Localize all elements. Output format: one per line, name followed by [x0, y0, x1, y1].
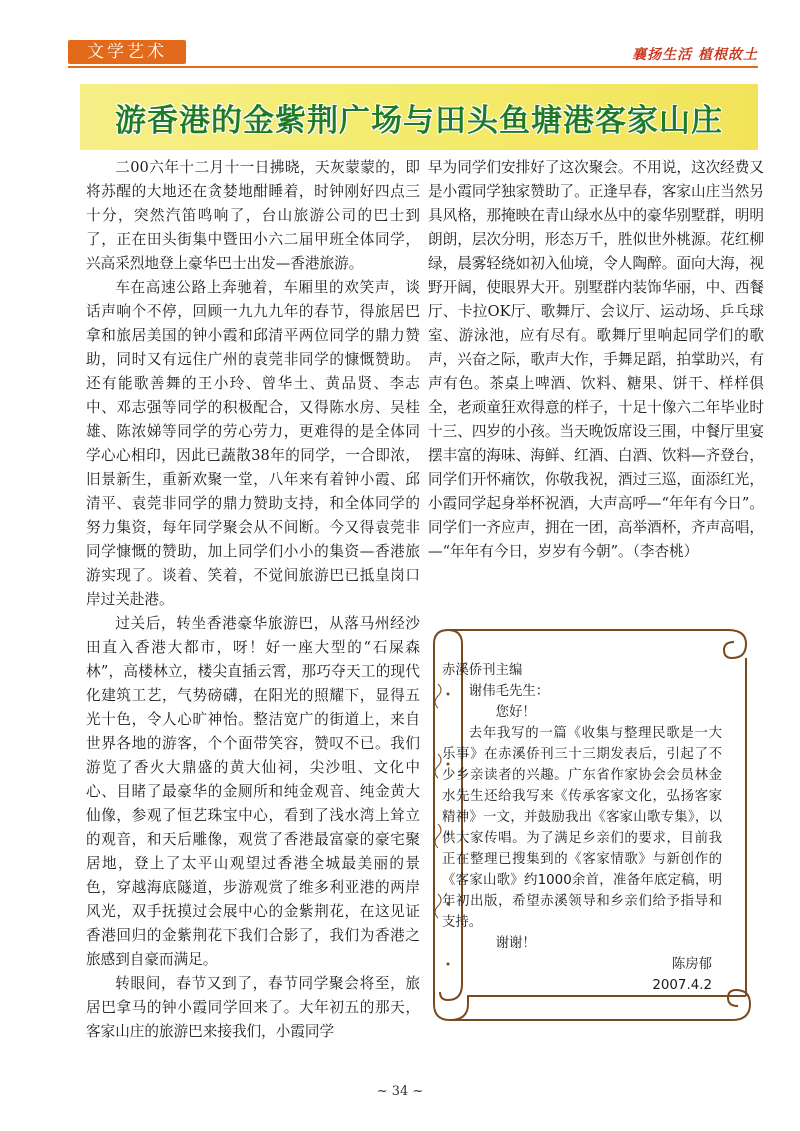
article-column-left — [86, 156, 420, 1044]
letter-greeting: 您好！ — [495, 705, 536, 720]
letter-date: 2007.4.2 — [652, 978, 712, 993]
article-title: 游香港的金紫荆广场与田头鱼塘港客家山庄 — [115, 102, 723, 139]
letter-thanks: 谢谢！ — [495, 936, 536, 951]
section-tag: 文学艺术 — [68, 40, 186, 64]
article-paragraph: 早为同学们安排好了这次聚会。不用说，这次经费又是小霞同学独家赞助了。正逢早春，客家山庄当然另具风格，那掩映在青山绿水丛中的豪华别墅群，明明朗朗，层次分明，形态万千，胜似世外桃源。花红柳绿，晨雾轻绕如初入仙境，令人陶醉。面向大海，视野开阔，使眼界大开。别墅群内装饰华丽，中、西餐厅、卡拉OK厅、歌舞厅、会议厅、运动场、乒乓球室、游泳池，应有尽有。歌舞厅里响起同学们的歌声，兴奋之际，歌声大作，手舞足蹈，拍掌助兴，有声有色。茶桌上啤酒、饮料、糖果、饼干、样样俱全，老顽童狂欢得意的样子，十足十像六二年毕业时十三、四岁的小孩。当天晚饭席设三围，中餐厅里宴摆丰富的海味、海鲜、红酒、白酒、饮料—齐登台，同学们开怀痛饮，你敬我祝，酒过三巡，面添红光，小霞同学起身举杯祝酒，大声高呼—“年年有今日”。同学们一齐应声，拥在一团，高举酒杯，齐声高唱，—“年年有今日，岁岁有今朝”。（李杏桃） — [428, 159, 764, 560]
article-paragraph: 车在高速公路上奔驰着，车厢里的欢笑声，谈话声响个不停，回顾一九九九年的春节，得旅居巴拿和旅居美国的钟小霞和邱清平两位同学的鼎力赞助，同时又有远住广州的袁莞非同学的慷慨赞助。还有能歌善舞的王小玲、曾华土、黄品贤、李志中、邓志强等同学的积极配合，又得陈水房、吴桂雄、陈浓娣等同学的劳心劳力，更难得的是全体同学心心相印，因此已蔬散38年的同学，一合即浓，旧景新生，重新欢聚一堂，八年来有着钟小霞、邱清平、袁莞非同学的鼎力赞助支持，和全体同学的努力集资，每年同学聚会从不间断。今又得袁莞非同学慷慨的赞助，加上同学们小小的集资—香港旅游实现了。谈着、笑着，不觉间旅游巴已抵皇岗口岸过关赴港。 — [86, 279, 420, 608]
letter-addressee-org: 赤溪侨刊主编 — [442, 663, 523, 678]
letter-addressee-name: 谢伟毛先生： — [468, 684, 550, 699]
letter-text — [442, 660, 722, 996]
page-number: ~ 34 ~ — [376, 1084, 424, 1099]
article-column-right — [428, 156, 764, 564]
article-paragraph: 二00六年十二月十一日拂晓，天灰蒙蒙的，即将苏醒的大地还在贪婪地酣睡着，时钟刚好四点三十分，突然汽笛鸣响了，台山旅游公司的巴士到了，正在田头街集中暨田小六二届甲班全体同学，兴高采烈地登上豪华巴士出发—香港旅游。 — [86, 159, 420, 272]
title-banner — [80, 84, 758, 150]
letter-signature: 陈房郁 — [671, 957, 712, 972]
letter-body: 去年我写的一篇《收集与整理民歌是一大乐事》在赤溪侨刊三十三期发表后，引起了不少乡亲读者的兴趣。广东省作家协会会员林金水先生还给我写来《传承客家文化，弘扬客家精神》一文，并鼓励我出《客家山歌专集》，以供大家传唱。为了满足乡亲们的要求，目前我正在整理已搜集到的《客家情歌》与新创作的《客家山歌》约1000余首，准备年底定稿，明年初出版，希望赤溪领导和乡亲们给予指导和支持。 — [442, 726, 722, 930]
header-divider — [68, 66, 758, 68]
article-paragraph: 转眼间，春节又到了，春节同学聚会将至，旅居巴拿马的钟小霞同学回来了。大年初五的那天，客家山庄的旅游巴来接我们，小霞同学 — [86, 975, 420, 1040]
header-slogan: 襄扬生活 植根故土 — [632, 47, 758, 63]
article-paragraph: 过关后，转坐香港豪华旅游巴，从落马州经沙田直入香港大都市，呀！好一座大型的“石屎森林”，高楼林立，楼尖直插云霄，那巧夺天工的现代化建筑工艺，气势磅礴，在阳光的照耀下，显得五光十色，令人心旷神怡。整洁宽广的街道上，来自世界各地的游客，个个面带笑容，赞叹不已。我们游览了香火大鼎盛的黄大仙祠，尖沙咀、文化中心、目睹了最豪华的金厕所和纯金观音、纯金黄大仙像，参观了恒艺珠宝中心，看到了浅水湾上耸立的观音，和天后雕像，观赏了香港最富豪的豪宅聚居地，登上了太平山观望过香港全城最美丽的景色，穿越海底隧道，步游观赏了维多利亚港的两岸风光，双手抚摸过会展中心的金紫荆花，在这见证香港回归的金紫荆花下我们合影了，我们为香港之旅感到自豪而满足。 — [86, 615, 420, 968]
